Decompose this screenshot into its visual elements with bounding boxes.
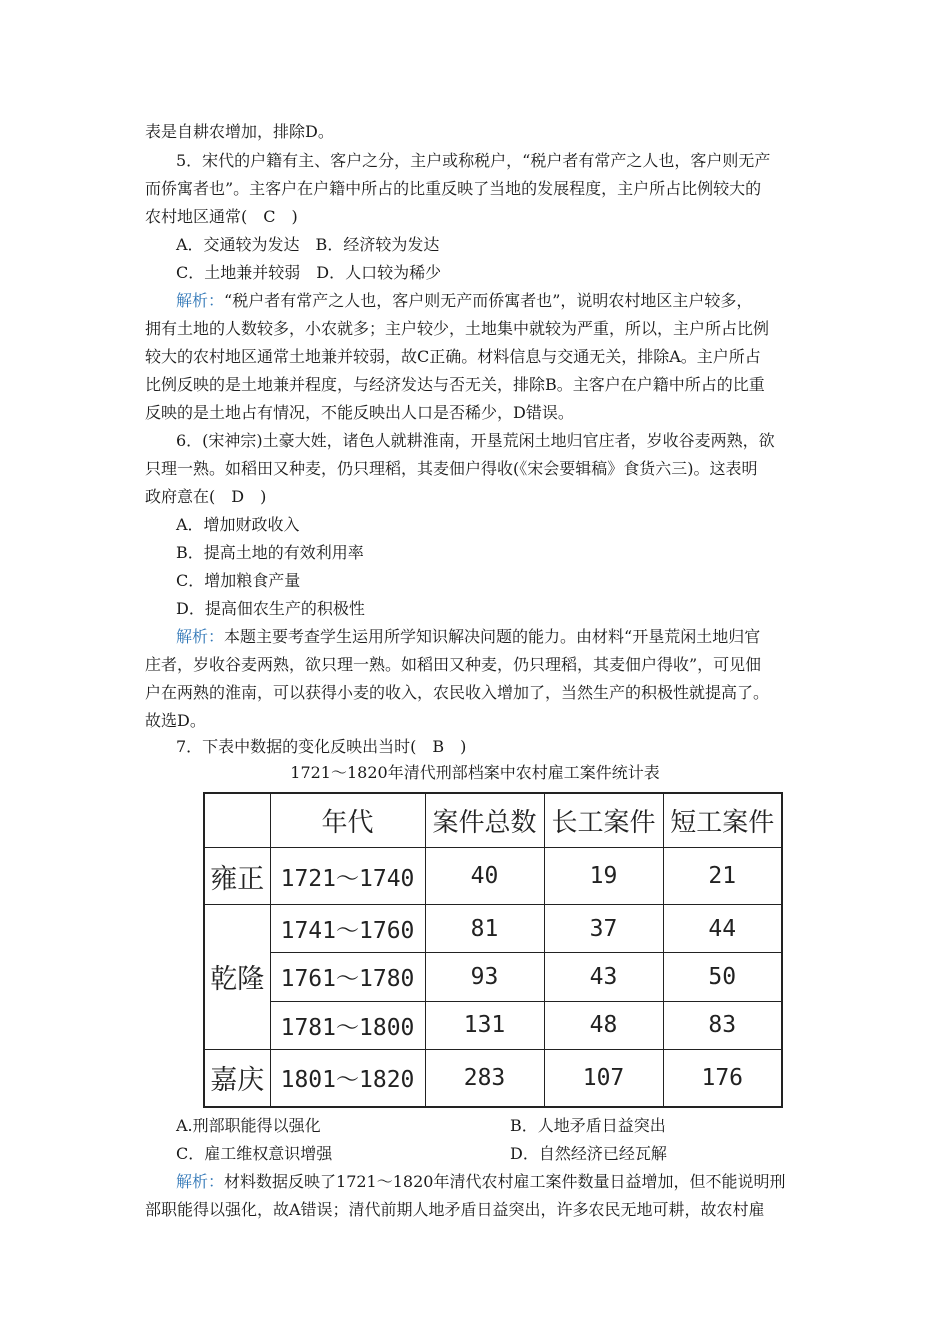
total-cell: 81 [425, 905, 544, 953]
text-line: 表是自耕农增加，排除D。 [145, 122, 334, 141]
era-cell: 雍正 [204, 848, 270, 905]
long-cell: 19 [544, 848, 663, 905]
analysis-label: 解析： [176, 1172, 225, 1191]
question-6: 6．(宋神宗)土豪大姓，诸色人就耕淮南，开垦荒闲土地归官庄者，岁收谷麦两熟，欲 [176, 431, 775, 450]
text-line: 农村地区通常( C ) [145, 207, 298, 226]
period-cell: 1721～1740 [270, 848, 425, 905]
option-line: C．土地兼并较弱 D．人口较为稀少 [176, 263, 442, 282]
header-era [204, 793, 270, 848]
option-d: D．自然经济已经瓦解 [510, 1144, 667, 1163]
option-line: D．提高佃农生产的积极性 [176, 599, 365, 618]
short-cell: 50 [663, 953, 782, 1001]
text-line: 反映的是土地占有情况，不能反映出人口是否稀少，D错误。 [145, 403, 574, 422]
total-cell: 131 [425, 1001, 544, 1049]
option-line: A．增加财政收入 [176, 515, 300, 534]
header-long: 长工案件 [544, 793, 663, 848]
header-period: 年代 [270, 793, 425, 848]
short-cell: 44 [663, 905, 782, 953]
option-line: A．交通较为发达 B．经济较为发达 [176, 235, 440, 254]
analysis-label: 解析： [176, 627, 225, 646]
total-cell: 93 [425, 953, 544, 1001]
total-cell: 40 [425, 848, 544, 905]
analysis-line [176, 1172, 785, 1192]
text-line: 较大的农村地区通常土地兼并较弱，故C正确。材料信息与交通无关，排除A。主户所占 [145, 347, 761, 366]
short-cell: 83 [663, 1001, 782, 1049]
analysis-text: 本题主要考查学生运用所学知识解决问题的能力。由材料“开垦荒闲土地归官 [224, 627, 761, 646]
long-cell: 48 [544, 1001, 663, 1049]
period-cell: 1741～1760 [270, 905, 425, 953]
text-line: 拥有土地的人数较多，小农就多；主户较少，土地集中就较为严重，所以，主户所占比例 [145, 319, 770, 338]
option-b: B．人地矛盾日益突出 [510, 1116, 666, 1135]
table-row [204, 1001, 782, 1049]
text-line: 故选D。 [145, 711, 206, 730]
header-total: 案件总数 [425, 793, 544, 848]
short-cell: 176 [663, 1049, 782, 1107]
analysis-line [176, 291, 752, 311]
table-row [204, 848, 782, 905]
option-a: A.刑部职能得以强化 [176, 1116, 321, 1135]
short-cell: 21 [663, 848, 782, 905]
analysis-line [176, 627, 760, 647]
long-cell: 107 [544, 1049, 663, 1107]
question-7: 7．下表中数据的变化反映出当时( B ) [176, 737, 467, 756]
era-cell: 嘉庆 [204, 1049, 270, 1107]
total-cell: 283 [425, 1049, 544, 1107]
text-line: 庄者，岁收谷麦两熟，欲只理一熟。如稻田又种麦，仍只理稻，其麦佃户得收”，可见佃 [145, 655, 762, 674]
analysis-label: 解析： [176, 291, 225, 310]
table-header-row [204, 793, 782, 848]
header-short: 短工案件 [663, 793, 782, 848]
table-caption: 1721～1820年清代刑部档案中农村雇工案件统计表 [290, 763, 660, 782]
long-cell: 43 [544, 953, 663, 1001]
option-c: C．雇工维权意识增强 [176, 1144, 333, 1163]
period-cell: 1761～1780 [270, 953, 425, 1001]
period-cell: 1801～1820 [270, 1049, 425, 1107]
period-cell: 1781～1800 [270, 1001, 425, 1049]
table-row [204, 905, 782, 953]
era-cell: 乾隆 [204, 905, 270, 1050]
text-line: 而侨寓者也”。主客户在户籍中所占的比重反映了当地的发展程度，主户所占比例较大的 [145, 179, 762, 198]
long-cell: 37 [544, 905, 663, 953]
text-line: 部职能得以强化，故A错误；清代前期人地矛盾日益突出，许多农民无地可耕，故农村雇 [145, 1200, 765, 1219]
text-line: 户在两熟的淮南，可以获得小麦的收入，农民收入增加了，当然生产的积极性就提高了。 [145, 683, 770, 702]
analysis-text: 材料数据反映了1721～1820年清代农村雇工案件数量日益增加，但不能说明刑 [224, 1172, 786, 1191]
table-row [204, 953, 782, 1001]
table-row [204, 1049, 782, 1107]
option-line: B．提高土地的有效利用率 [176, 543, 364, 562]
text-line: 只理一熟。如稻田又种麦，仍只理稻，其麦佃户得收(《宋会要辑稿》食货六三)。这表明 [145, 459, 758, 478]
option-line: C．增加粮食产量 [176, 571, 301, 590]
case-statistics-table [203, 792, 783, 1108]
text-line: 政府意在( D ) [145, 487, 267, 506]
analysis-text: “税户者有常产之人也，客户则无产而侨寓者也”，说明农村地区主户较多， [224, 291, 753, 310]
question-5: 5．宋代的户籍有主、客户之分，主户或称税户，“税户者有常产之人也，客户则无产 [176, 151, 771, 170]
text-line: 比例反映的是土地兼并程度，与经济发达与否无关，排除B。主客户在户籍中所占的比重 [145, 375, 765, 394]
